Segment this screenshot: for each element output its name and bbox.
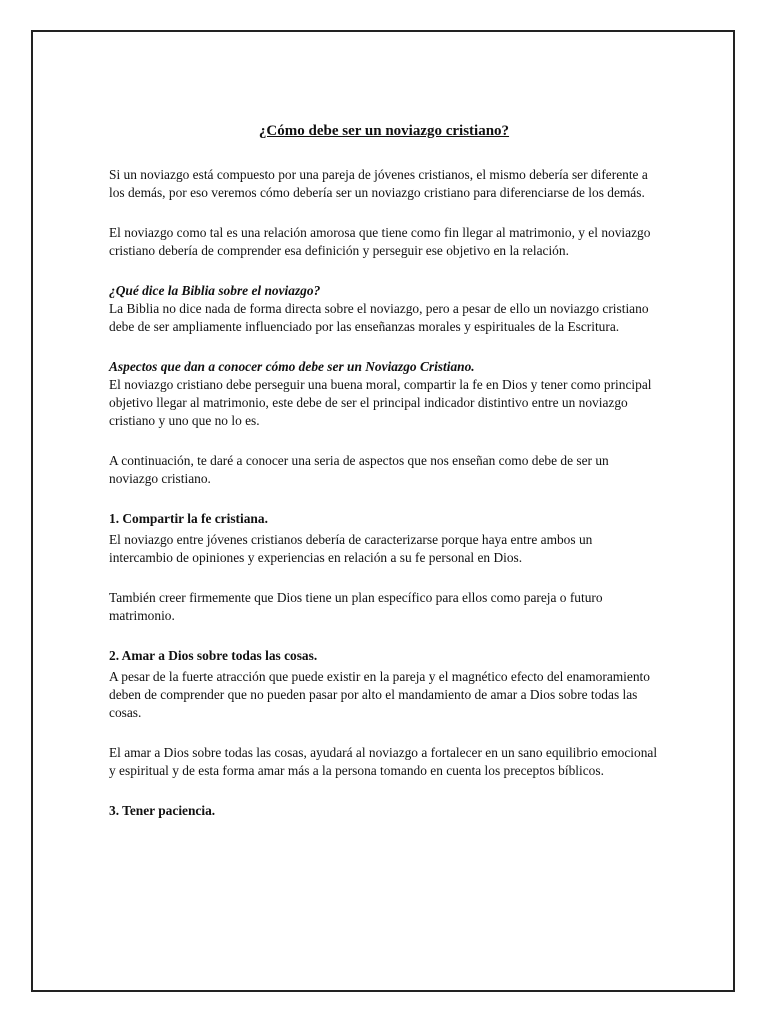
section-2-paragraph-1: A pesar de la fuerte atracción que puede existir en la pareja y el magnético efecto del enamoramiento deben de comprender que no pueden pasar por alto el mandamiento de amar a Dios sobre todas las cosas. (109, 669, 650, 720)
section-1-paragraph-1: El noviazgo entre jóvenes cristianos debería de caracterizarse porque haya entre ambos un intercambio de opiniones y experiencias en relación a su fe personal en Dios. (109, 532, 593, 565)
section-heading-1: 1. Compartir la fe cristiana. (109, 511, 268, 526)
aspectos-intro-paragraph: A continuación, te daré a conocer una seria de aspectos que nos enseñan como debe de ser un noviazgo cristiano. (109, 453, 609, 486)
section-heading-2: 2. Amar a Dios sobre todas las cosas. (109, 648, 318, 663)
aspectos-paragraph: El noviazgo cristiano debe perseguir una buena moral, compartir la fe en Dios y tener como principal objetivo llegar al matrimonio, este debe de ser el principal indicador distintivo entre un noviazgo cristiano y uno que no lo es. (109, 377, 652, 428)
section-2-paragraph-2: El amar a Dios sobre todas las cosas, ayudará al noviazgo a fortalecer en un sano equilibrio emocional y espiritual y de esta forma amar más a la persona tomando en cuenta los preceptos bíblicos. (109, 745, 658, 778)
section-1-paragraph-2: También creer firmemente que Dios tiene un plan específico para ellos como pareja o futuro matrimonio. (109, 590, 603, 623)
biblia-paragraph: La Biblia no dice nada de forma directa sobre el noviazgo, pero a pesar de ello un noviazgo cristiano debe de ser ampliamente influenciado por las enseñanzas morales y espirituales de la Escritura. (109, 301, 649, 334)
biblia-heading: ¿Qué dice la Biblia sobre el noviazgo? (109, 283, 321, 298)
section-heading-3: 3. Tener paciencia. (109, 803, 216, 818)
intro-paragraph-1: Si un noviazgo está compuesto por una pareja de jóvenes cristianos, el mismo debería ser diferente a los demás, por eso veremos cómo debería ser un noviazgo cristiano para diferenciarse de los demás. (109, 167, 648, 200)
aspectos-heading: Aspectos que dan a conocer cómo debe ser un Noviazgo Cristiano. (109, 359, 475, 374)
document-content (109, 122, 659, 823)
intro-paragraph-2: El noviazgo como tal es una relación amorosa que tiene como fin llegar al matrimonio, y el noviazgo cristiano debería de comprender esa definición y perseguir ese objetivo en la relación. (109, 225, 651, 258)
document-title: ¿Cómo debe ser un noviazgo cristiano? (258, 123, 510, 139)
